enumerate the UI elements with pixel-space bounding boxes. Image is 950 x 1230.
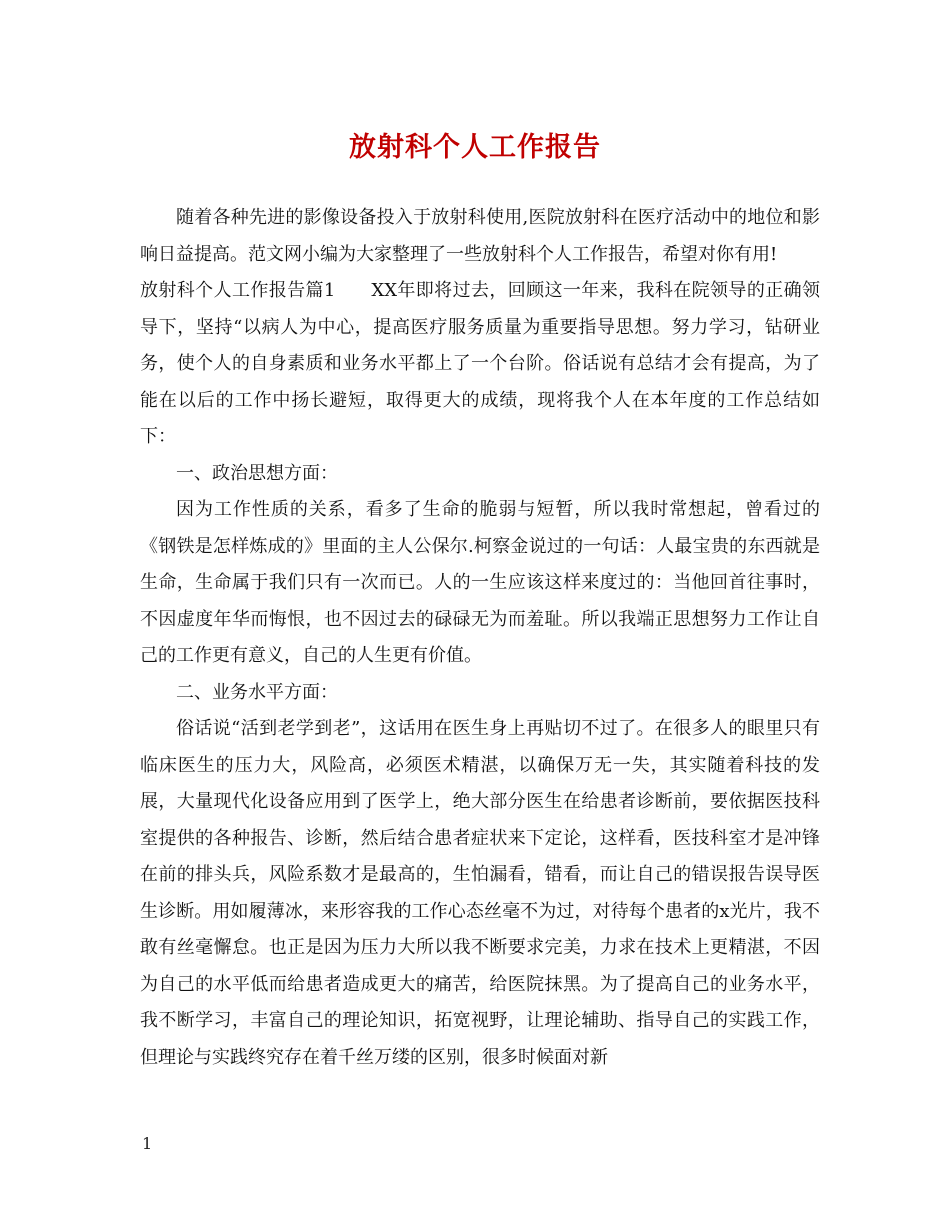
document-title: 放射科个人工作报告: [349, 132, 601, 163]
section-opening-paragraph: [140, 273, 820, 456]
political-paragraph: 因为工作性质的关系，看多了生命的脆弱与短暂，所以我时常想起，曾看过的《钢铁是怎样炼成的》里面的主人公保尔.柯察金说过的一句话：人最宝贵的东西就是生命，生命属于我们只有一次而已。人的一生应该这样来度过的：当他回首往事时，不因虚度年华而悔恨，也不因过去的碌碌无为而羞耻。所以我端正思想努力工作让自己的工作更有意义，自己的人生更有价值。: [140, 499, 820, 666]
heading-political: 一、政治思想方面：: [176, 462, 338, 484]
heading-professional: 二、业务水平方面：: [176, 681, 338, 703]
document-body: [140, 200, 820, 1076]
page-number: 1: [142, 1134, 153, 1153]
section-label: 放射科个人工作报告篇1: [140, 280, 336, 301]
section-opening-text: XX年即将过去，回顾这一年来，我科在院领导的正确领导下，坚持“以病人为中心，提高医疗服务质量为重要指导思想。努力学习，钻研业务，使个人的自身素质和业务水平都上了一个台阶。俗话说有总结才会有提高，为了能在以后的工作中扬长避短，取得更大的成绩，现将我个人在本年度的工作总结如下：: [140, 280, 820, 447]
professional-paragraph: 俗话说“活到老学到老”，这话用在医生身上再贴切不过了。在很多人的眼里只有临床医生的压力大，风险高，必须医术精湛，以确保万无一失，其实随着科技的发展，大量现代化设备应用到了医学上，绝大部分医生在给患者诊断前，要依据医技科室提供的各种报告、诊断，然后结合患者症状来下定论，这样看，医技科室才是冲锋在前的排头兵，风险系数才是最高的，生怕漏看，错看，而让自己的错误报告误导医生诊断。用如履薄冰，来形容我的工作心态丝毫不为过，对待每个患者的x光片，我不敢有丝毫懈怠。也正是因为压力大所以我不断要求完美，力求在技术上更精湛，不因为自己的水平低而给患者造成更大的痛苦，给医院抹黑。为了提高自己的业务水平，我不断学习，丰富自己的理论知识，拓宽视野，让理论辅助、指导自己的实践工作，但理论与实践终究存在着千丝万缕的区别，很多时候面对新: [140, 718, 820, 1068]
intro-paragraph: 随着各种先进的影像设备投入于放射科使用,医院放射科在医疗活动中的地位和影响日益提高。范文网小编为大家整理了一些放射科个人工作报告，希望对你有用!: [140, 207, 820, 265]
